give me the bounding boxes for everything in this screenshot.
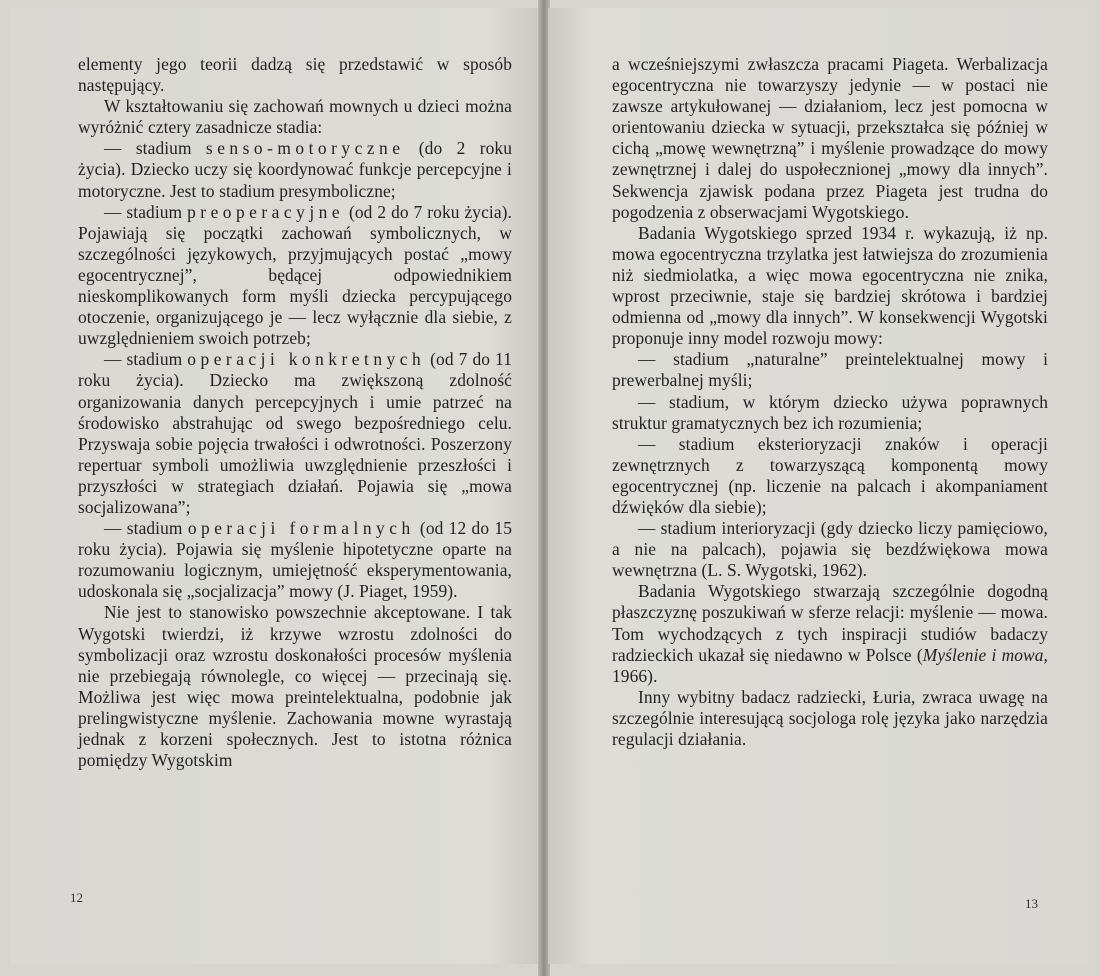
paragraph-lead: — stadium <box>104 138 206 159</box>
paragraph: Nie jest to stanowisko powszechnie akceptowane. I tak Wygotski twierdzi, iż krzywe wzrostu zdolności do symbolizacji oraz wzrostu doskonałości procesów myślenia nie przebiegają równolegle, co więcej — przecinają się. Możliwa jest więc mowa preintelektualna, podobnie jak prelingwistyczne myślenie. Zachowania mowne wyrastają jednak z korzeni społecznych. Jest to istotna różnica pomiędzy Wygotskim <box>78 602 512 771</box>
paragraph-rest: (od 12 do 15 roku życia). Pojawia się myślenie hipotetyczne oparte na rozumowaniu logicznym, umiejętność eksperymentowania, udoskonala się „socjalizacja” mowy (J. Piaget, 1959). <box>78 518 513 602</box>
right-page <box>548 8 1088 964</box>
paragraph-rest: , 1966). <box>612 644 1048 686</box>
paragraph <box>78 138 512 201</box>
paragraph: Inny wybitny badacz radziecki, Łuria, zwraca uwagę na szczególnie interesującą socjologa rolę języka jako narzędzia regulacji działania. <box>612 686 1048 749</box>
paragraph <box>612 581 1048 686</box>
paragraph: W kształtowaniu się zachowań mownych u dzieci można wyróżnić cztery zasadnicze stadia: <box>78 96 512 138</box>
left-page <box>10 8 540 964</box>
page-number: 13 <box>1025 896 1038 911</box>
spaced-term: preoperacyjne <box>187 201 345 222</box>
paragraph-rest: (od 2 do 7 roku życia). Pojawiają się początki zachowań symbolicznych, w szczególności językowych, przyjmujących postać „mowy egocentrycznej”, będącej odpowiednikiem nieskomplikowanych form myśli dziecka percypującego otoczenie, organizującego je — lecz wyłącznie dla siebie, z uwzględnieniem swoich potrzeb; <box>78 201 512 349</box>
paragraph: Badania Wygotskiego sprzed 1934 r. wykazują, iż np. mowa egocentryczna trzylatka jest łatwiejsza do zrozumienia niż siedmiolatka, a więc mowa egocentryczna nie znika, wprost przeciwnie, staje się bardziej skrótowa i bardziej odmienna od „mowy dla innych”. W konsekwencji Wygotski proponuje inny model rozwoju mowy: <box>612 222 1048 349</box>
paragraph: — stadium eksterioryzacji znaków i operacji zewnętrznych z towarzyszącą komponentą mowy egocentrycznej (np. liczenie na palcach i akompaniament dźwięków dla siebie); <box>612 433 1048 517</box>
paragraph: — stadium, w którym dziecko używa poprawnych struktur gramatycznych bez ich rozumienia; <box>612 391 1048 433</box>
spaced-term: operacji formalnych <box>187 518 415 539</box>
paragraph <box>78 202 512 350</box>
book-title: Myślenie i mowa <box>922 644 1044 665</box>
spaced-term: operacji konkretnych <box>187 349 426 370</box>
paragraph <box>78 349 512 518</box>
paragraph-lead: — stadium <box>104 201 188 222</box>
paragraph <box>78 518 512 602</box>
paragraph: elementy jego teorii dadzą się przedstawić w sposób następujący. <box>78 54 512 96</box>
right-page-text <box>612 54 1048 750</box>
paragraph: — stadium „naturalne” preintelektualnej mowy i prewerbalnej myśli; <box>612 349 1048 391</box>
spaced-term: senso-motoryczne <box>205 138 405 159</box>
paragraph: — stadium interioryzacji (gdy dziecko liczy pamięciowo, a nie na palcach), pojawia się bezdźwiękowa mowa wewnętrzna (L. S. Wygotski, 1962). <box>612 518 1048 581</box>
paragraph-rest: (od 7 do 11 roku życia). Dziecko ma zwiększoną zdolność organizowania danych percepcyjnych i umie patrzeć na środowisko abstrahując od swego bezpośredniego celu. Przyswaja sobie pojęcia trwałości i odwrotności. Poszerzony repertuar symboli umożliwia uwzględnienie przeszłości i przyszłości w strategiach działań. Pojawia się „mowa socjalizowana”; <box>78 349 513 517</box>
paragraph-lead: — stadium <box>104 518 188 539</box>
page-number: 12 <box>70 890 83 905</box>
paragraph-rest: (do 2 roku życia). Dziecko uczy się koordynować funkcje percepcyjne i motoryczne. Jest to stadium presymboliczne; <box>78 138 512 201</box>
paragraph-lead: Badania Wygotskiego stwarzają szczególnie dogodną płaszczyznę poszukiwań w sferze relacji: myślenie — mowa. Tom wychodzących z tych inspiracji studiów badaczy radzieckich ukazał się niedawno w Polsce ( <box>612 581 1048 665</box>
paragraph-lead: — stadium <box>104 349 188 370</box>
paragraph: a wcześniejszymi zwłaszcza pracami Piageta. Werbalizacja egocentryczna nie towarzyszy jedynie — w postaci nie zawsze artykułowanej — działaniom, lecz jest pomocna w orientowaniu dziecka w sytuacji, przekształca się później w cichą „mowę wewnętrzną” i myślenie prowadzące do mowy zewnętrznej i dalej do uspołecznionej „mowy dla innych”. Sekwencja zjawisk podana przez Piageta jest trudna do pogodzenia z obserwacjami Wygotskiego. <box>612 54 1048 222</box>
left-page-text <box>78 54 512 771</box>
